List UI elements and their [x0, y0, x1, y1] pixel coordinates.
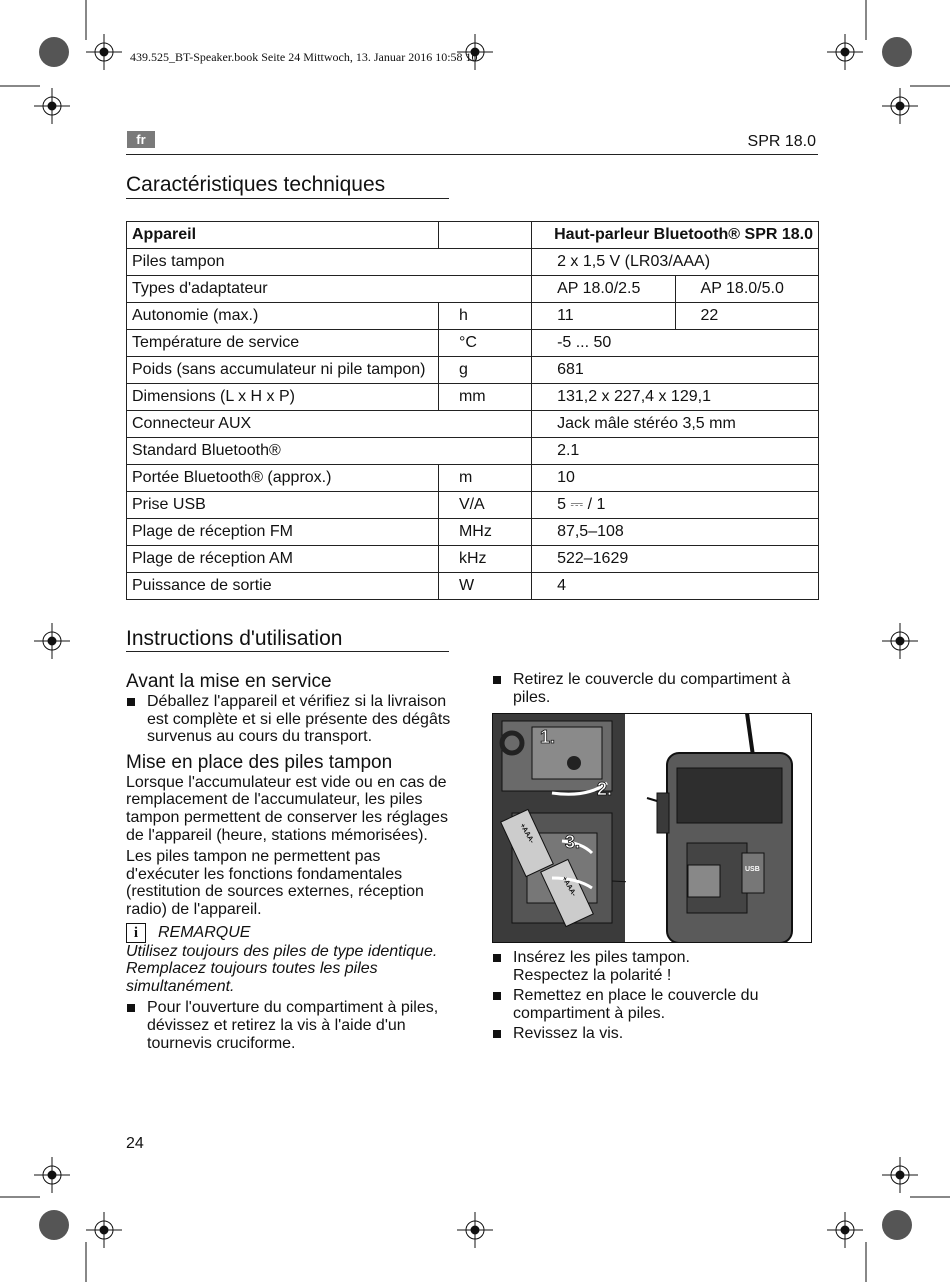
table-cell: AP 18.0/2.5	[532, 276, 675, 303]
table-cell: g	[438, 357, 531, 384]
table-cell: Plage de réception AM	[127, 546, 439, 573]
table-cell: 2 x 1,5 V (LR03/AAA)	[532, 249, 819, 276]
table-cell: Puissance de sortie	[127, 573, 439, 600]
table-header-row	[127, 222, 819, 249]
table-row	[127, 492, 819, 519]
specs-title-rule	[126, 198, 449, 199]
battery-label: +AAA-	[560, 875, 578, 898]
table-cell: 522–1629	[532, 546, 819, 573]
instructions-title: Instructions d'utilisation	[126, 627, 343, 650]
paragraph: Lorsque l'accumulateur est vide ou en cas de remplacement de l'accumulateur, les piles tampon permettent de conserver les réglages de l'appareil (heure, stations mémorisées).	[126, 773, 448, 844]
table-cell: -5 ... 50	[532, 330, 819, 357]
table-row	[127, 438, 819, 465]
table-cell: Appareil	[127, 222, 439, 249]
before-use-heading: Avant la mise en service	[126, 671, 332, 692]
table-cell: Connecteur AUX	[127, 411, 532, 438]
list-item: Retirez le couvercle du compartiment à piles.	[492, 671, 812, 706]
table-cell: MHz	[438, 519, 531, 546]
list-item	[492, 949, 812, 984]
table-row	[127, 465, 819, 492]
header-rule	[126, 154, 818, 155]
note-label: REMARQUE	[158, 923, 251, 941]
polarity-text: Respectez la polarité !	[513, 966, 672, 984]
table-cell: 10	[532, 465, 819, 492]
table-cell: Plage de réception FM	[127, 519, 439, 546]
model-name: SPR 18.0	[747, 133, 816, 150]
table-cell: 5 ⎓ / 1	[532, 492, 819, 519]
table-cell: mm	[438, 384, 531, 411]
table-cell: V/A	[438, 492, 531, 519]
list-item: Pour l'ouverture du compartiment à piles, dévissez et retirez la vis à l'aide d'un tournevis cruciforme.	[126, 999, 451, 1052]
table-row	[127, 384, 819, 411]
specs-table	[126, 221, 819, 600]
table-cell: Haut-parleur Bluetooth® SPR 18.0	[532, 222, 819, 249]
table-row	[127, 546, 819, 573]
table-cell: Autonomie (max.)	[127, 303, 439, 330]
table-row	[127, 411, 819, 438]
table-cell: Types d'adaptateur	[127, 276, 532, 303]
table-cell: 11	[532, 303, 675, 330]
table-cell: 22	[675, 303, 818, 330]
table-cell: 681	[532, 357, 819, 384]
page-number: 24	[126, 1135, 144, 1152]
instructions-title-rule	[126, 651, 449, 652]
insert-batteries-text: Insérez les piles tampon.	[513, 949, 690, 966]
table-cell: 2.1	[532, 438, 819, 465]
usb-label: USB	[745, 866, 760, 873]
note-heading	[126, 923, 451, 943]
step-3-label: 3.	[565, 832, 581, 852]
table-row	[127, 330, 819, 357]
language-badge: fr	[127, 131, 155, 148]
table-cell: 87,5–108	[532, 519, 819, 546]
table-cell: Jack mâle stéréo 3,5 mm	[532, 411, 819, 438]
left-column	[126, 671, 451, 1055]
battery-label: +AAA-	[518, 822, 536, 845]
list-item: Déballez l'appareil et vérifiez si la livraison est complète et si elle présente des dégâts survenus au cours du transport.	[126, 693, 451, 746]
table-row	[127, 357, 819, 384]
table-cell: Dimensions (L x H x P)	[127, 384, 439, 411]
table-row	[127, 519, 819, 546]
paragraph: Les piles tampon ne permettent pas d'exécuter les fonctions fondamentales (restitution de sources externes, réception radio) de l'appareil.	[126, 848, 424, 918]
table-cell: Piles tampon	[127, 249, 532, 276]
table-cell: Prise USB	[127, 492, 439, 519]
table-cell: h	[438, 303, 531, 330]
table-cell: 4	[532, 573, 819, 600]
list-item: Remettez en place le couvercle du compartiment à piles.	[492, 987, 812, 1022]
table-cell: kHz	[438, 546, 531, 573]
specs-title: Caractéristiques techniques	[126, 173, 386, 196]
table-cell: Poids (sans accumulateur ni pile tampon)	[127, 357, 439, 384]
batteries-heading: Mise en place des piles tampon	[126, 751, 393, 773]
list-item: Revissez la vis.	[492, 1025, 812, 1043]
table-row	[127, 573, 819, 600]
right-column-lower	[492, 949, 812, 1046]
table-cell: AP 18.0/5.0	[675, 276, 818, 303]
table-row	[127, 276, 819, 303]
table-cell: W	[438, 573, 531, 600]
step-2-label: 2.	[597, 779, 613, 799]
table-cell: Température de service	[127, 330, 439, 357]
table-cell	[438, 222, 531, 249]
step-1-label: 1.	[540, 727, 556, 747]
file-info-header: 439.525_BT-Speaker.book Seite 24 Mittwoch, 13. Januar 2016 10:58 10	[130, 50, 478, 64]
table-cell: Portée Bluetooth® (approx.)	[127, 465, 439, 492]
note-text: Utilisez toujours des piles de type identique. Remplacez toujours toutes les piles simultanément.	[126, 942, 438, 995]
table-cell: Standard Bluetooth®	[127, 438, 532, 465]
table-cell: °C	[438, 330, 531, 357]
battery-compartment-figure	[492, 713, 812, 943]
table-cell: 131,2 x 227,4 x 129,1	[532, 384, 819, 411]
table-row	[127, 249, 819, 276]
table-row	[127, 303, 819, 330]
right-column	[492, 671, 812, 709]
table-cell: m	[438, 465, 531, 492]
info-icon: i	[126, 923, 146, 943]
